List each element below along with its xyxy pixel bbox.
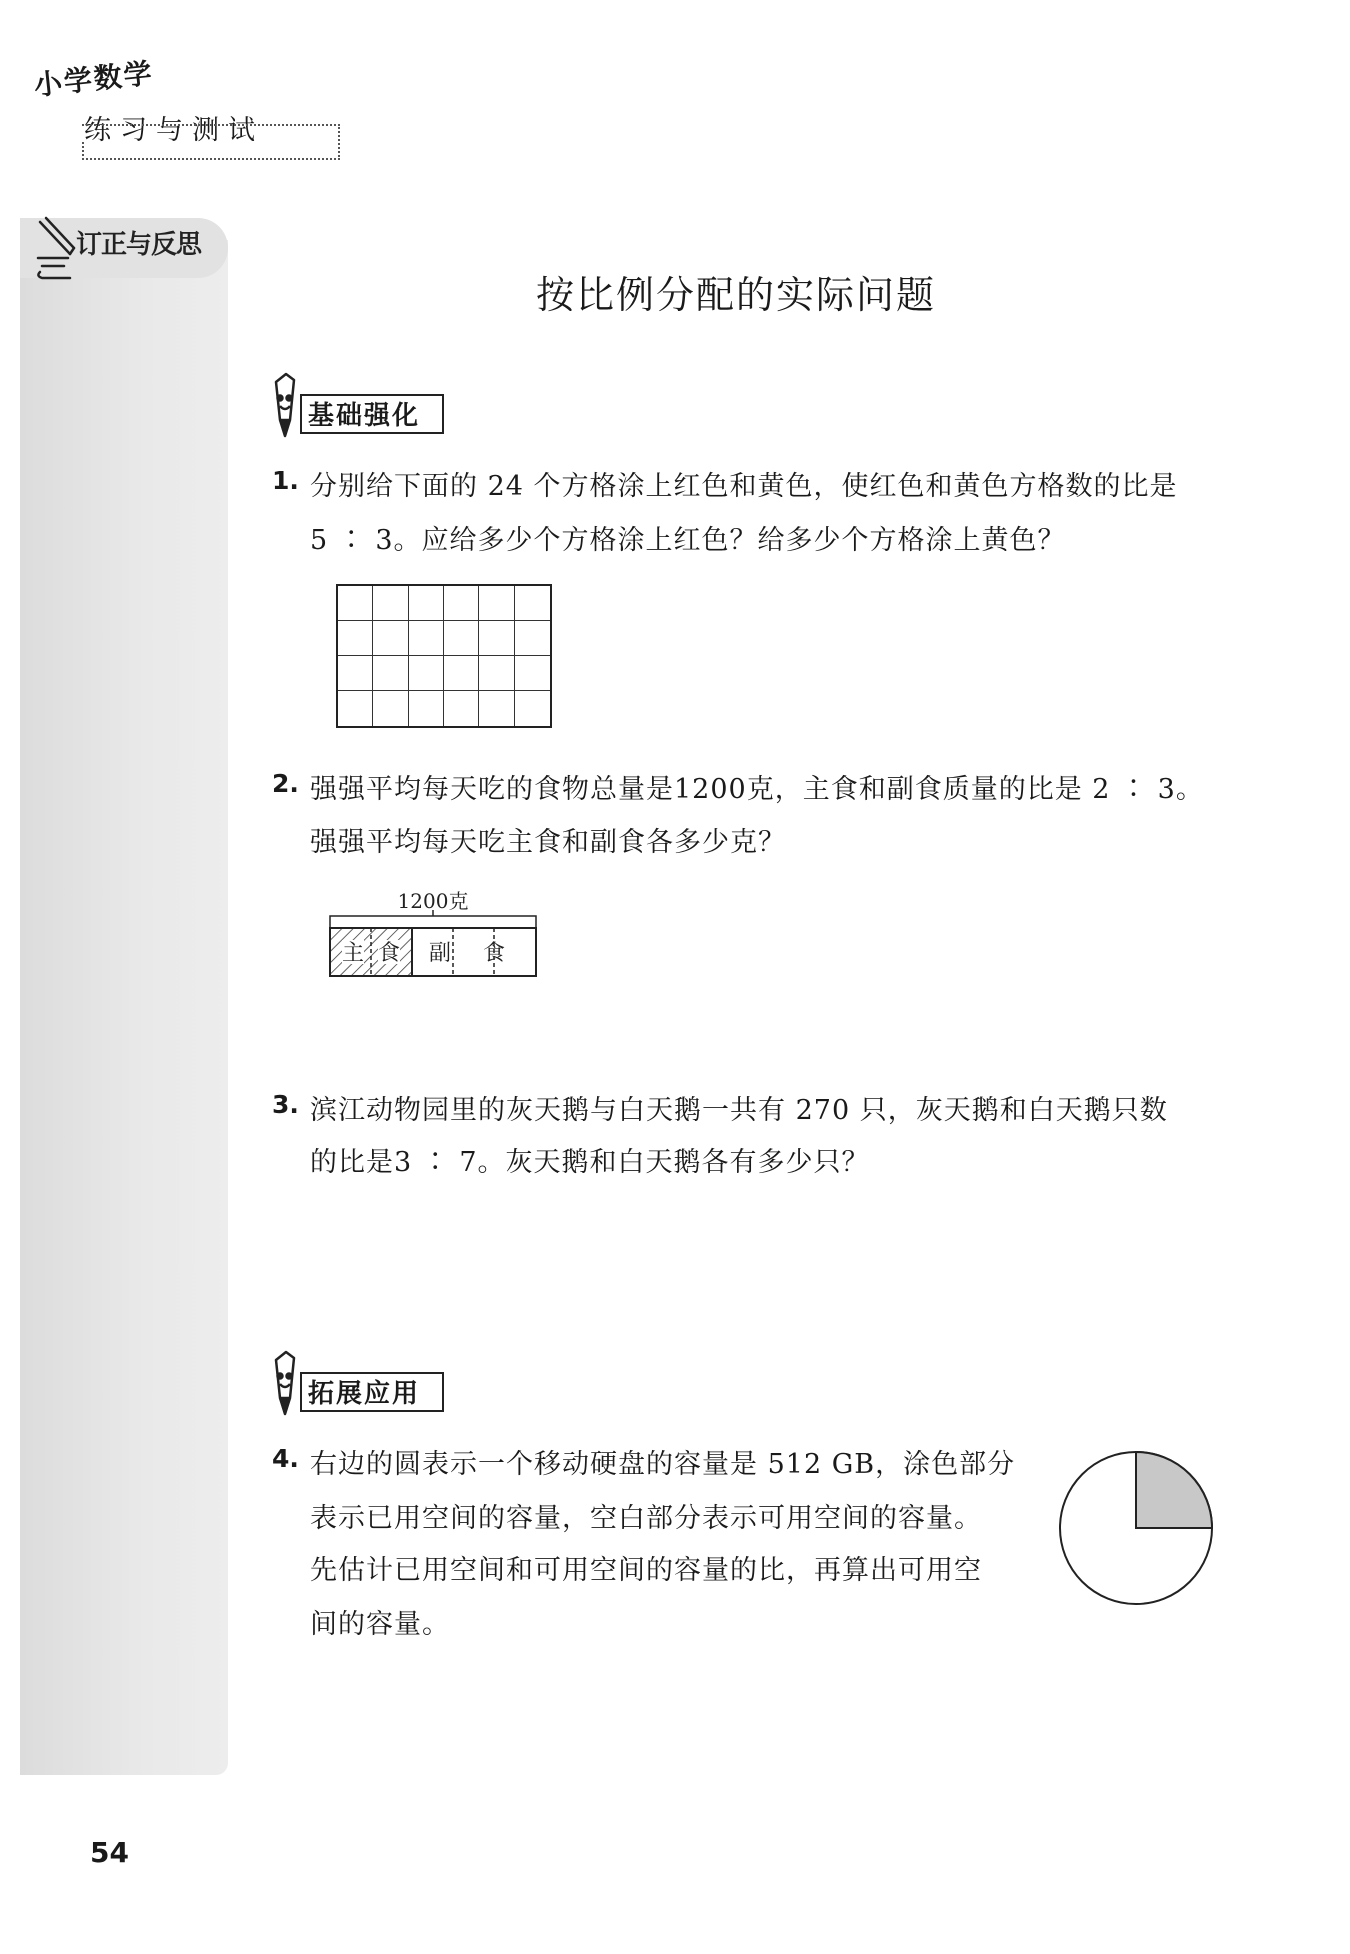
title-frame — [82, 124, 340, 160]
section-basic — [268, 394, 468, 432]
title-frame-left — [82, 142, 84, 156]
grid-cell — [515, 621, 550, 656]
problem-text-line: 的比是3 ∶ 7。灰天鹅和白天鹅各有多少只？ — [310, 1147, 870, 1178]
grid-cell — [373, 621, 408, 656]
section-extended — [268, 1372, 468, 1410]
grid-cell — [409, 656, 444, 691]
problem-text-line: 分别给下面的 24 个方格涂上红色和黄色，使红色和黄色方格数的比是 — [310, 471, 1178, 502]
section-basic-label: 基础强化 — [308, 401, 421, 431]
bar-total-brace — [330, 916, 536, 928]
grid-cell — [479, 656, 514, 691]
grid-cell — [409, 586, 444, 621]
grid-cell — [444, 621, 479, 656]
food-bar-diagram — [318, 884, 548, 994]
square-grid — [336, 584, 552, 728]
used-space-sector — [1136, 1452, 1212, 1528]
grid-cell — [444, 691, 479, 726]
lesson-title: 按比例分配的实际问题 — [536, 273, 937, 317]
problem-number: 1. — [272, 466, 299, 495]
grid-cell — [373, 691, 408, 726]
section-extended-label: 拓展应用 — [308, 1379, 421, 1409]
grid-cell — [338, 621, 373, 656]
grid-cell — [373, 656, 408, 691]
problem-number: 2. — [272, 769, 299, 798]
grid-cell — [479, 586, 514, 621]
book-title: 练习与测试 — [84, 115, 264, 146]
problem-text-line: 滨江动物园里的灰天鹅与白天鹅一共有 270 只，灰天鹅和白天鹅只数 — [310, 1095, 1168, 1126]
bar-label-side-2: 食 — [482, 941, 506, 966]
grid-cell — [515, 586, 550, 621]
problem-text-line: 间的容量。 — [310, 1609, 450, 1640]
pencil-lines-icon — [34, 214, 78, 284]
correction-margin — [20, 240, 228, 1775]
pencil-mascot-icon — [268, 372, 302, 440]
correction-tab-label: 订正与反思 — [76, 230, 202, 260]
grid-cell — [444, 586, 479, 621]
problem-number: 3. — [272, 1090, 299, 1119]
grid-cell — [338, 586, 373, 621]
bar-label-main-1: 主 — [341, 941, 365, 966]
book-series: 小学数学 — [32, 56, 156, 102]
grid-cell — [479, 621, 514, 656]
grid-cell — [338, 691, 373, 726]
problem-text-line: 先估计已用空间和可用空间的容量的比，再算出可用空 — [310, 1555, 982, 1586]
problem-text-line: 表示已用空间的容量，空白部分表示可用空间的容量。 — [310, 1503, 982, 1534]
bar-label-side-1: 副 — [428, 941, 452, 966]
grid-cell — [515, 691, 550, 726]
grid-cell — [409, 621, 444, 656]
bar-total-label: 1200克 — [397, 889, 469, 913]
disk-capacity-circle — [1056, 1448, 1216, 1608]
problem-number: 4. — [272, 1444, 299, 1473]
page-number: 54 — [90, 1836, 129, 1869]
problem-text-line: 右边的圆表示一个移动硬盘的容量是 512 GB，涂色部分 — [310, 1449, 1016, 1480]
grid-cell — [479, 691, 514, 726]
grid-cell — [338, 656, 373, 691]
problem-text-line: 5 ∶ 3。应给多少个方格涂上红色？给多少个方格涂上黄色？ — [310, 525, 1066, 556]
pencil-mascot-icon — [268, 1350, 302, 1418]
grid-cell — [373, 586, 408, 621]
problem-text-line: 强强平均每天吃的食物总量是1200克，主食和副食质量的比是 2 ∶ 3。 — [310, 774, 1204, 805]
bar-label-main-2: 食 — [377, 941, 401, 966]
grid-cell — [409, 691, 444, 726]
grid-cell — [515, 656, 550, 691]
problem-text-line: 强强平均每天吃主食和副食各多少克？ — [310, 827, 786, 858]
grid-cell — [444, 656, 479, 691]
